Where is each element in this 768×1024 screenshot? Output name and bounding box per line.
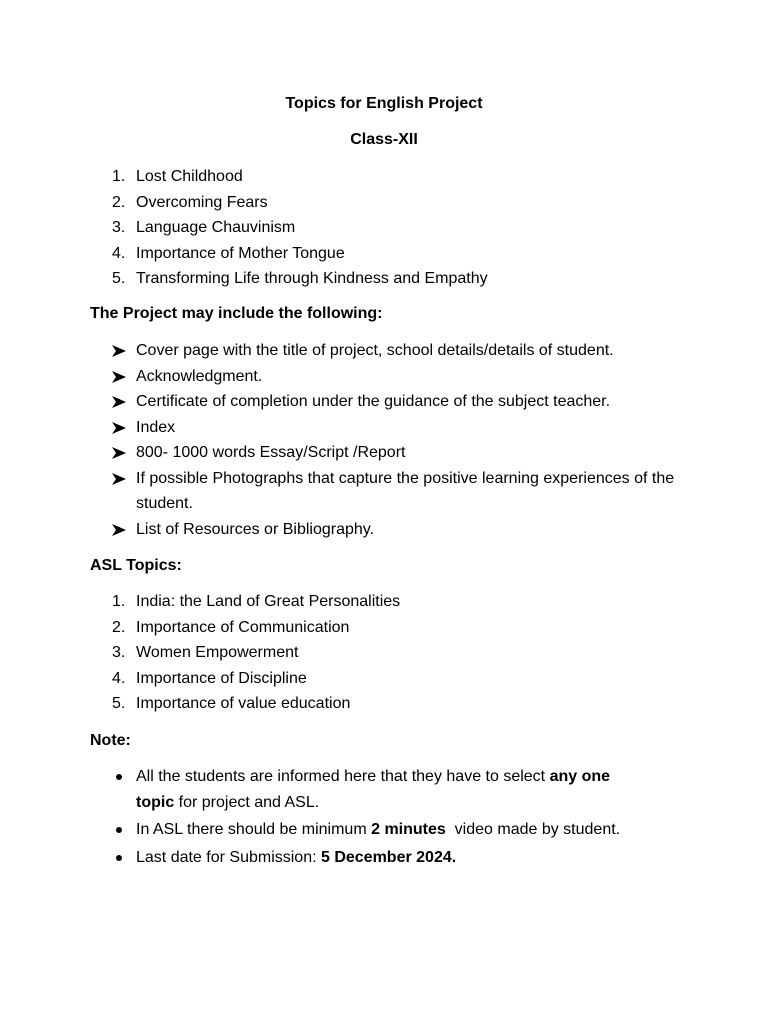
list-item: Acknowledgment.	[90, 364, 680, 390]
class-label: Class-XII	[350, 131, 418, 148]
list-item: 4. Importance of Mother Tongue	[112, 244, 345, 262]
note-heading: Note:	[90, 732, 131, 749]
list-item: 3. Language Chauvinism	[112, 219, 296, 236]
notes-list	[90, 764, 650, 870]
list-item: 5. Importance of value education	[112, 695, 351, 712]
list-item: 2. Overcoming Fears	[112, 193, 268, 211]
list-item: Cover page with the title of project, school details/details of student.	[90, 338, 680, 364]
list-item: 2. Importance of Communication	[112, 618, 350, 636]
list-item: Certificate of completion under the guidance of the subject teacher.	[90, 389, 680, 415]
project-heading: The Project may include the following:	[90, 305, 383, 322]
list-item: Index	[90, 415, 680, 441]
list-item: 4. Importance of Discipline	[112, 669, 307, 687]
list-item: 800- 1000 words Essay/Script /Report	[90, 440, 680, 466]
list-item: In ASL there should be minimum 2 minutes video made by student.	[136, 821, 621, 838]
list-item: Last date for Submission: 5 December 2024.	[136, 848, 457, 866]
list-item: All the students are informed here that they have to select any one topic for project and ASL.	[136, 768, 611, 811]
list-item: 3. Women Empowerment	[112, 644, 299, 661]
project-topics-list	[90, 164, 690, 292]
list-item: List of Resources or Bibliography.	[90, 517, 680, 543]
asl-topics-list	[90, 589, 690, 717]
project-includes-list	[90, 338, 680, 542]
document-title: Topics for English Project	[285, 95, 483, 112]
list-item: If possible Photographs that capture the positive learning experiences of the student.	[90, 466, 680, 517]
asl-heading: ASL Topics:	[90, 557, 182, 574]
list-item: 1. India: the Land of Great Personalities	[112, 593, 401, 610]
list-item: 5. Transforming Life through Kindness and Empathy	[112, 270, 488, 287]
list-item: 1. Lost Childhood	[112, 168, 243, 185]
